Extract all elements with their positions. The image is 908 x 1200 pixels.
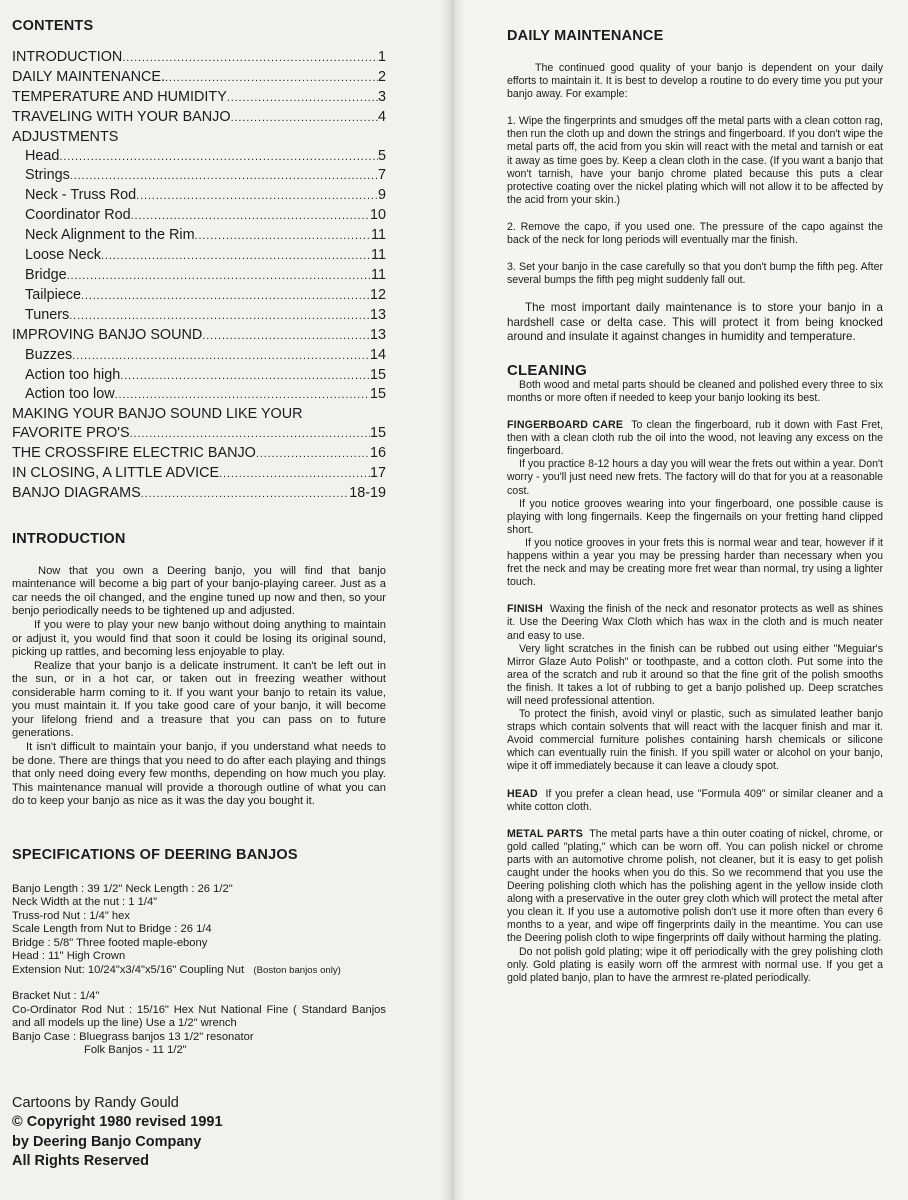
toc-entry bbox=[12, 108, 386, 128]
introduction-body bbox=[12, 565, 386, 809]
credits-block bbox=[12, 1094, 386, 1172]
toc-entry-page: 17 bbox=[369, 465, 386, 482]
toc-leader-dots bbox=[122, 48, 378, 68]
intro-paragraph: It isn't difficult to maintain your banjo, if you understand what needs to be done. There are things that you need to do after each playing and things that only need doing every few months, depending on how much you play. This maintenance manual will provide a thorough outline of what you can do to keep your banjo as nice as it was the day you bought it. bbox=[12, 740, 386, 808]
toc-entry bbox=[12, 48, 386, 68]
toc-entry bbox=[12, 366, 386, 386]
head-lead: HEAD bbox=[507, 787, 538, 800]
toc-entry-page: 13 bbox=[369, 306, 386, 323]
toc-entry-page: 2 bbox=[377, 68, 386, 85]
toc-entry bbox=[12, 206, 386, 226]
metal-parts-paragraph: METAL PARTS The metal parts have a thin outer coating of nickel, chrome, or gold called "plating," which can be worn off. You can polish nickel or chrome parts with an automotive chrome polish, not cleaner, but it is easy to get polish caught under the hooks when you do this. So we recommend that you use the Deering polishing cloth which has the polishing agent in the yellow inside cloth along with a preservative in the outer grey cloth which will protect the metal after you clean it. If you use a automotive polish don't use it more often than every 6 months to a year, and wipe off fingerprints daily in the meantime. You can use the Deering polish cloth to wipe fingerprints off daily without harming the plating. bbox=[507, 827, 883, 945]
toc-entry bbox=[12, 405, 386, 424]
toc-entry bbox=[12, 424, 386, 444]
toc-leader-dots bbox=[202, 326, 370, 346]
spec-line: Folk Banjos - 11 1/2" bbox=[84, 1044, 187, 1057]
toc-entry-page: 4 bbox=[377, 108, 386, 125]
spec-line: Truss-rod Nut : 1/4" hex bbox=[12, 909, 130, 922]
toc-entry-page: 15 bbox=[369, 366, 386, 383]
toc-entry-page: 3 bbox=[377, 88, 386, 105]
fingerboard-care-lead: FINGERBOARD CARE bbox=[507, 419, 624, 432]
toc-entry-title: Neck - Truss Rod bbox=[25, 187, 137, 204]
spec-line: Scale Length from Nut to Bridge : 26 1/4 bbox=[12, 923, 212, 936]
page-gutter bbox=[440, 0, 466, 1200]
toc-entry bbox=[12, 186, 386, 206]
daily-maintenance-heading: DAILY MAINTENANCE bbox=[507, 28, 664, 44]
toc-entry-title: Buzzes bbox=[25, 346, 73, 363]
head-paragraph: HEAD If you prefer a clean head, use "Formula 409" or similar cleaner and a white cotton cloth. bbox=[507, 787, 883, 813]
finish-paragraph: FINISH Waxing the finish of the neck and resonator protects as well as shines it. Use the Deering Wax Cloth which has wax in the cloth and is much neater and easy to use. bbox=[507, 603, 884, 642]
toc-entry bbox=[12, 68, 386, 88]
toc-entry bbox=[12, 385, 386, 405]
toc-entry bbox=[12, 286, 386, 306]
toc-entry-title: BANJO DIAGRAMS bbox=[12, 484, 141, 501]
finish-paragraph: Very light scratches in the finish can be rubbed out using either "Meguiar's Mirror Glaze Auto Polish" or toothpaste, and a cotton cloth. Put some into the area of the scratch and rub it around so that the fine grit of the polish smooths the finish. It takes a lot of rubbing to get a banjo polished up. Deep scratches will need professional attention. bbox=[507, 642, 883, 707]
cleaning-body bbox=[507, 379, 883, 985]
toc-leader-dots bbox=[67, 266, 371, 286]
metal-parts-lead: METAL PARTS bbox=[507, 827, 584, 840]
intro-paragraph: If you were to play your new banjo without doing anything to maintain or adjust it, you would find that soon it could be losing its original sound, picking up rattles, and becoming less enjoyable to play. bbox=[12, 619, 386, 659]
daily-intro: The continued good quality of your banjo is dependent on your daily efforts to maintain it. It is best to develop a routine to do every time you put your banjo away. For example: bbox=[507, 62, 883, 101]
toc-entry-page: 11 bbox=[371, 247, 386, 264]
introduction-heading: INTRODUCTION bbox=[12, 530, 126, 547]
fingerboard-paragraph: If you notice grooves in your frets this is normal wear and tear, however if it happens within a year you may be pressing harder than necessary when you fret the neck and may be creating more fret wear than normal, try using a lighter touch. bbox=[507, 536, 883, 589]
toc-entry-title: Head bbox=[25, 147, 60, 164]
toc-entry bbox=[12, 346, 386, 366]
toc-leader-dots bbox=[227, 88, 378, 108]
intro-paragraph: Now that you own a Deering banjo, you will find that banjo maintenance will become a big part of your banjo-playing career. Just as a car needs the oil changed, and the engine tuned up now and then, so your benjo periodically needs to be tightened up and adjusted. bbox=[12, 564, 386, 618]
daily-step-2: 2. Remove the capo, if you used one. The pressure of the capo against the back of the neck for long periods will eventually mar the finish. bbox=[507, 220, 883, 247]
toc-leader-dots bbox=[256, 444, 370, 464]
specifications-list bbox=[12, 883, 386, 1058]
toc-entry-title: DAILY MAINTENANCE. bbox=[12, 68, 165, 85]
spec-line: Banjo Case : Bluegrass banjos 13 1/2" resonator bbox=[12, 1030, 254, 1043]
toc-entry bbox=[12, 326, 386, 346]
toc-entry bbox=[12, 166, 386, 186]
toc-entry-page: 15 bbox=[369, 386, 386, 403]
daily-maintenance-body bbox=[507, 62, 883, 344]
toc-entry-title: Tuners bbox=[25, 306, 70, 323]
toc-entry-title: TRAVELING WITH YOUR BANJO bbox=[12, 108, 231, 125]
cleaning-heading: CLEANING bbox=[507, 361, 587, 379]
rights-line: All Rights Reserved bbox=[12, 1152, 149, 1169]
intro-paragraph: Realize that your banjo is a delicate instrument. It can't be left out in the sun, or in a hot car, or taken out in freezing weather without considerable harm coming to it. If you want your banjo to retain its value, you must maintain it. If you take good care of your banjo, it will become your lifelong friend and a treasure that you can pass on to future generations. bbox=[12, 659, 386, 740]
finish-lead: FINISH bbox=[507, 603, 543, 616]
spec-line: Banjo Length : 39 1/2" Neck Length : 26 1/2" bbox=[12, 882, 233, 895]
toc-entry-title: Action too high bbox=[25, 366, 121, 383]
toc-entry-title: TEMPERATURE AND HUMIDITY bbox=[12, 88, 227, 105]
daily-step-3: 3. Set your banjo in the case carefully so that you don't bump the fifth peg. After several bumps the fifth peg might suddenly fall out. bbox=[507, 261, 883, 287]
toc-leader-dots bbox=[130, 424, 370, 444]
finish-paragraph: To protect the finish, avoid vinyl or plastic, such as simulated leather banjo straps which contain solvents that will react with the lacquer finish and mar it. Avoid commercial furniture polishes containing harsh chemicals or silicone which can eventually ruin the finish. If you spill water or alcohol on your banjo, wipe it off immediately because it can leave a cloudy spot. bbox=[507, 708, 883, 773]
toc-leader-dots bbox=[72, 346, 370, 366]
toc-entry-title: INTRODUCTION bbox=[12, 49, 123, 65]
toc-entry-title: Bridge bbox=[25, 266, 67, 283]
metal-parts-paragraph: Do not polish gold plating; wipe it off periodically with the grey polishing cloth only. Gold plating is easily worn off the armrest with normal use. If you get a gold plated banjo, plan to have the armrest re-plated periodically. bbox=[507, 945, 883, 984]
toc-entry-page: 18-19 bbox=[349, 484, 386, 501]
toc-entry-title: Strings bbox=[25, 167, 70, 184]
toc-entry-page: 9 bbox=[377, 187, 386, 204]
toc-entry-page: 1 bbox=[377, 49, 386, 65]
toc-entry-page: 16 bbox=[369, 445, 386, 462]
spec-line: Bridge : 5/8" Three footed maple-ebony bbox=[12, 936, 208, 949]
toc-entry-page: 7 bbox=[377, 167, 386, 184]
fingerboard-paragraph: If you notice grooves wearing into your fingerboard, one possible cause is playing with long fingernails. Keep the fingernails on your fretting hand clipped short. bbox=[507, 497, 883, 536]
toc-entry-title: ADJUSTMENTS bbox=[12, 128, 119, 145]
toc-entry bbox=[12, 306, 386, 326]
company-line: by Deering Banjo Company bbox=[12, 1133, 202, 1150]
toc-leader-dots bbox=[231, 108, 378, 128]
toc-entry-page: 12 bbox=[369, 286, 386, 303]
toc-leader-dots bbox=[219, 464, 370, 484]
toc-leader-dots bbox=[120, 366, 370, 386]
toc-entry bbox=[12, 444, 386, 464]
toc-entry-title: Neck Alignment to the Rim bbox=[25, 227, 195, 244]
toc-entry-title: IMPROVING BANJO SOUND bbox=[12, 326, 203, 343]
toc-entry-title: FAVORITE PRO'S bbox=[12, 425, 130, 442]
daily-most-important: The most important daily maintenance is to store your banjo in a hardshell case or delta case. This will protect it from being knocked around and insulate it against changes in humidity and temperature. bbox=[507, 301, 883, 343]
toc-entry bbox=[12, 147, 386, 167]
toc-leader-dots bbox=[195, 226, 371, 246]
table-of-contents bbox=[12, 48, 386, 504]
contents-heading: CONTENTS bbox=[12, 18, 94, 34]
toc-entry-title: Loose Neck bbox=[25, 247, 101, 264]
spec-line: Bracket Nut : 1/4" bbox=[12, 990, 100, 1003]
toc-leader-dots bbox=[141, 484, 349, 504]
toc-entry bbox=[12, 88, 386, 108]
toc-entry bbox=[12, 464, 386, 484]
toc-entry-title: Action too low bbox=[25, 386, 115, 403]
toc-entry bbox=[12, 484, 386, 504]
toc-leader-dots bbox=[165, 68, 378, 88]
toc-leader-dots bbox=[136, 186, 378, 206]
cartoons-credit: Cartoons by Randy Gould bbox=[12, 1094, 179, 1111]
spec-line: Head : 11" High Crown bbox=[12, 950, 126, 963]
toc-entry bbox=[12, 246, 386, 266]
specifications-heading: SPECIFICATIONS OF DEERING BANJOS bbox=[12, 846, 298, 863]
toc-entry-page: 13 bbox=[369, 326, 386, 343]
toc-entry-page: 11 bbox=[371, 266, 386, 283]
left-column bbox=[12, 18, 386, 1171]
toc-leader-dots bbox=[81, 286, 370, 306]
toc-entry-title: Tailpiece bbox=[25, 286, 81, 303]
toc-leader-dots bbox=[115, 385, 370, 405]
toc-entry bbox=[12, 128, 386, 147]
toc-entry-page: 11 bbox=[371, 227, 386, 244]
toc-entry bbox=[12, 226, 386, 246]
toc-leader-dots bbox=[69, 306, 370, 326]
spec-line-extension: Extension Nut: 10/24"x3/4"x5/16" Coupling Nut (Boston banjos only) bbox=[12, 963, 341, 976]
toc-entry-page: 5 bbox=[377, 147, 386, 164]
cleaning-intro: Both wood and metal parts should be cleaned and polished every three to six months or more often if needed to keep your banjo looking its best. bbox=[507, 378, 883, 405]
toc-entry bbox=[12, 266, 386, 286]
spec-line: Neck Width at the nut : 1 1/4" bbox=[12, 896, 158, 909]
fingerboard-paragraph: If you practice 8-12 hours a day you will wear the frets out within a year. Don't worry - you'll just need new frets. The factory will do that for you at a reasonable cost. bbox=[507, 458, 883, 497]
spec-extension-note: (Boston banjos only) bbox=[253, 964, 341, 976]
toc-leader-dots bbox=[59, 147, 378, 167]
daily-step-1: 1. Wipe the fingerprints and smudges off the metal parts with a clean cotton rag, then run the cloth up and down the strings and fingerboard. If you don't wipe the metal parts off, the acid from you skin will react with the metal and tarnish or eat it away as time goes by. Keep a clean cloth in the case. (If you want a banjo that won't tarnish, have your banjo chrome plated because this puts a clear protective coating over the nickel plating which will not allow it to be affected by the acid from your skin.) bbox=[507, 115, 883, 206]
toc-entry-title: Coordinator Rod bbox=[25, 207, 131, 224]
fingerboard-paragraph: FINGERBOARD CARE To clean the fingerboard, rub it down with Fast Fret, then with a clean cloth rub the oil into the wood, not leaving any excess on the fingerboard. bbox=[507, 419, 884, 458]
toc-entry-title: THE CROSSFIRE ELECTRIC BANJO bbox=[12, 445, 256, 462]
toc-entry-page: 15 bbox=[369, 425, 386, 442]
toc-entry-title: IN CLOSING, A LITTLE ADVICE bbox=[12, 465, 220, 482]
copyright-line: © Copyright 1980 revised 1991 bbox=[12, 1114, 223, 1131]
spec-line: Co-Ordinator Rod Nut : 15/16" Hex Nut National Fine ( Standard Banjos and all models up the line) Use a 1/2" wrench bbox=[12, 1003, 386, 1030]
right-column bbox=[507, 28, 883, 985]
toc-leader-dots bbox=[70, 166, 378, 186]
toc-leader-dots bbox=[131, 206, 370, 226]
toc-entry-page: 14 bbox=[369, 346, 386, 363]
toc-entry-page: 10 bbox=[369, 207, 386, 224]
toc-leader-dots bbox=[101, 246, 371, 266]
toc-entry-title: MAKING YOUR BANJO SOUND LIKE YOUR bbox=[12, 406, 303, 423]
